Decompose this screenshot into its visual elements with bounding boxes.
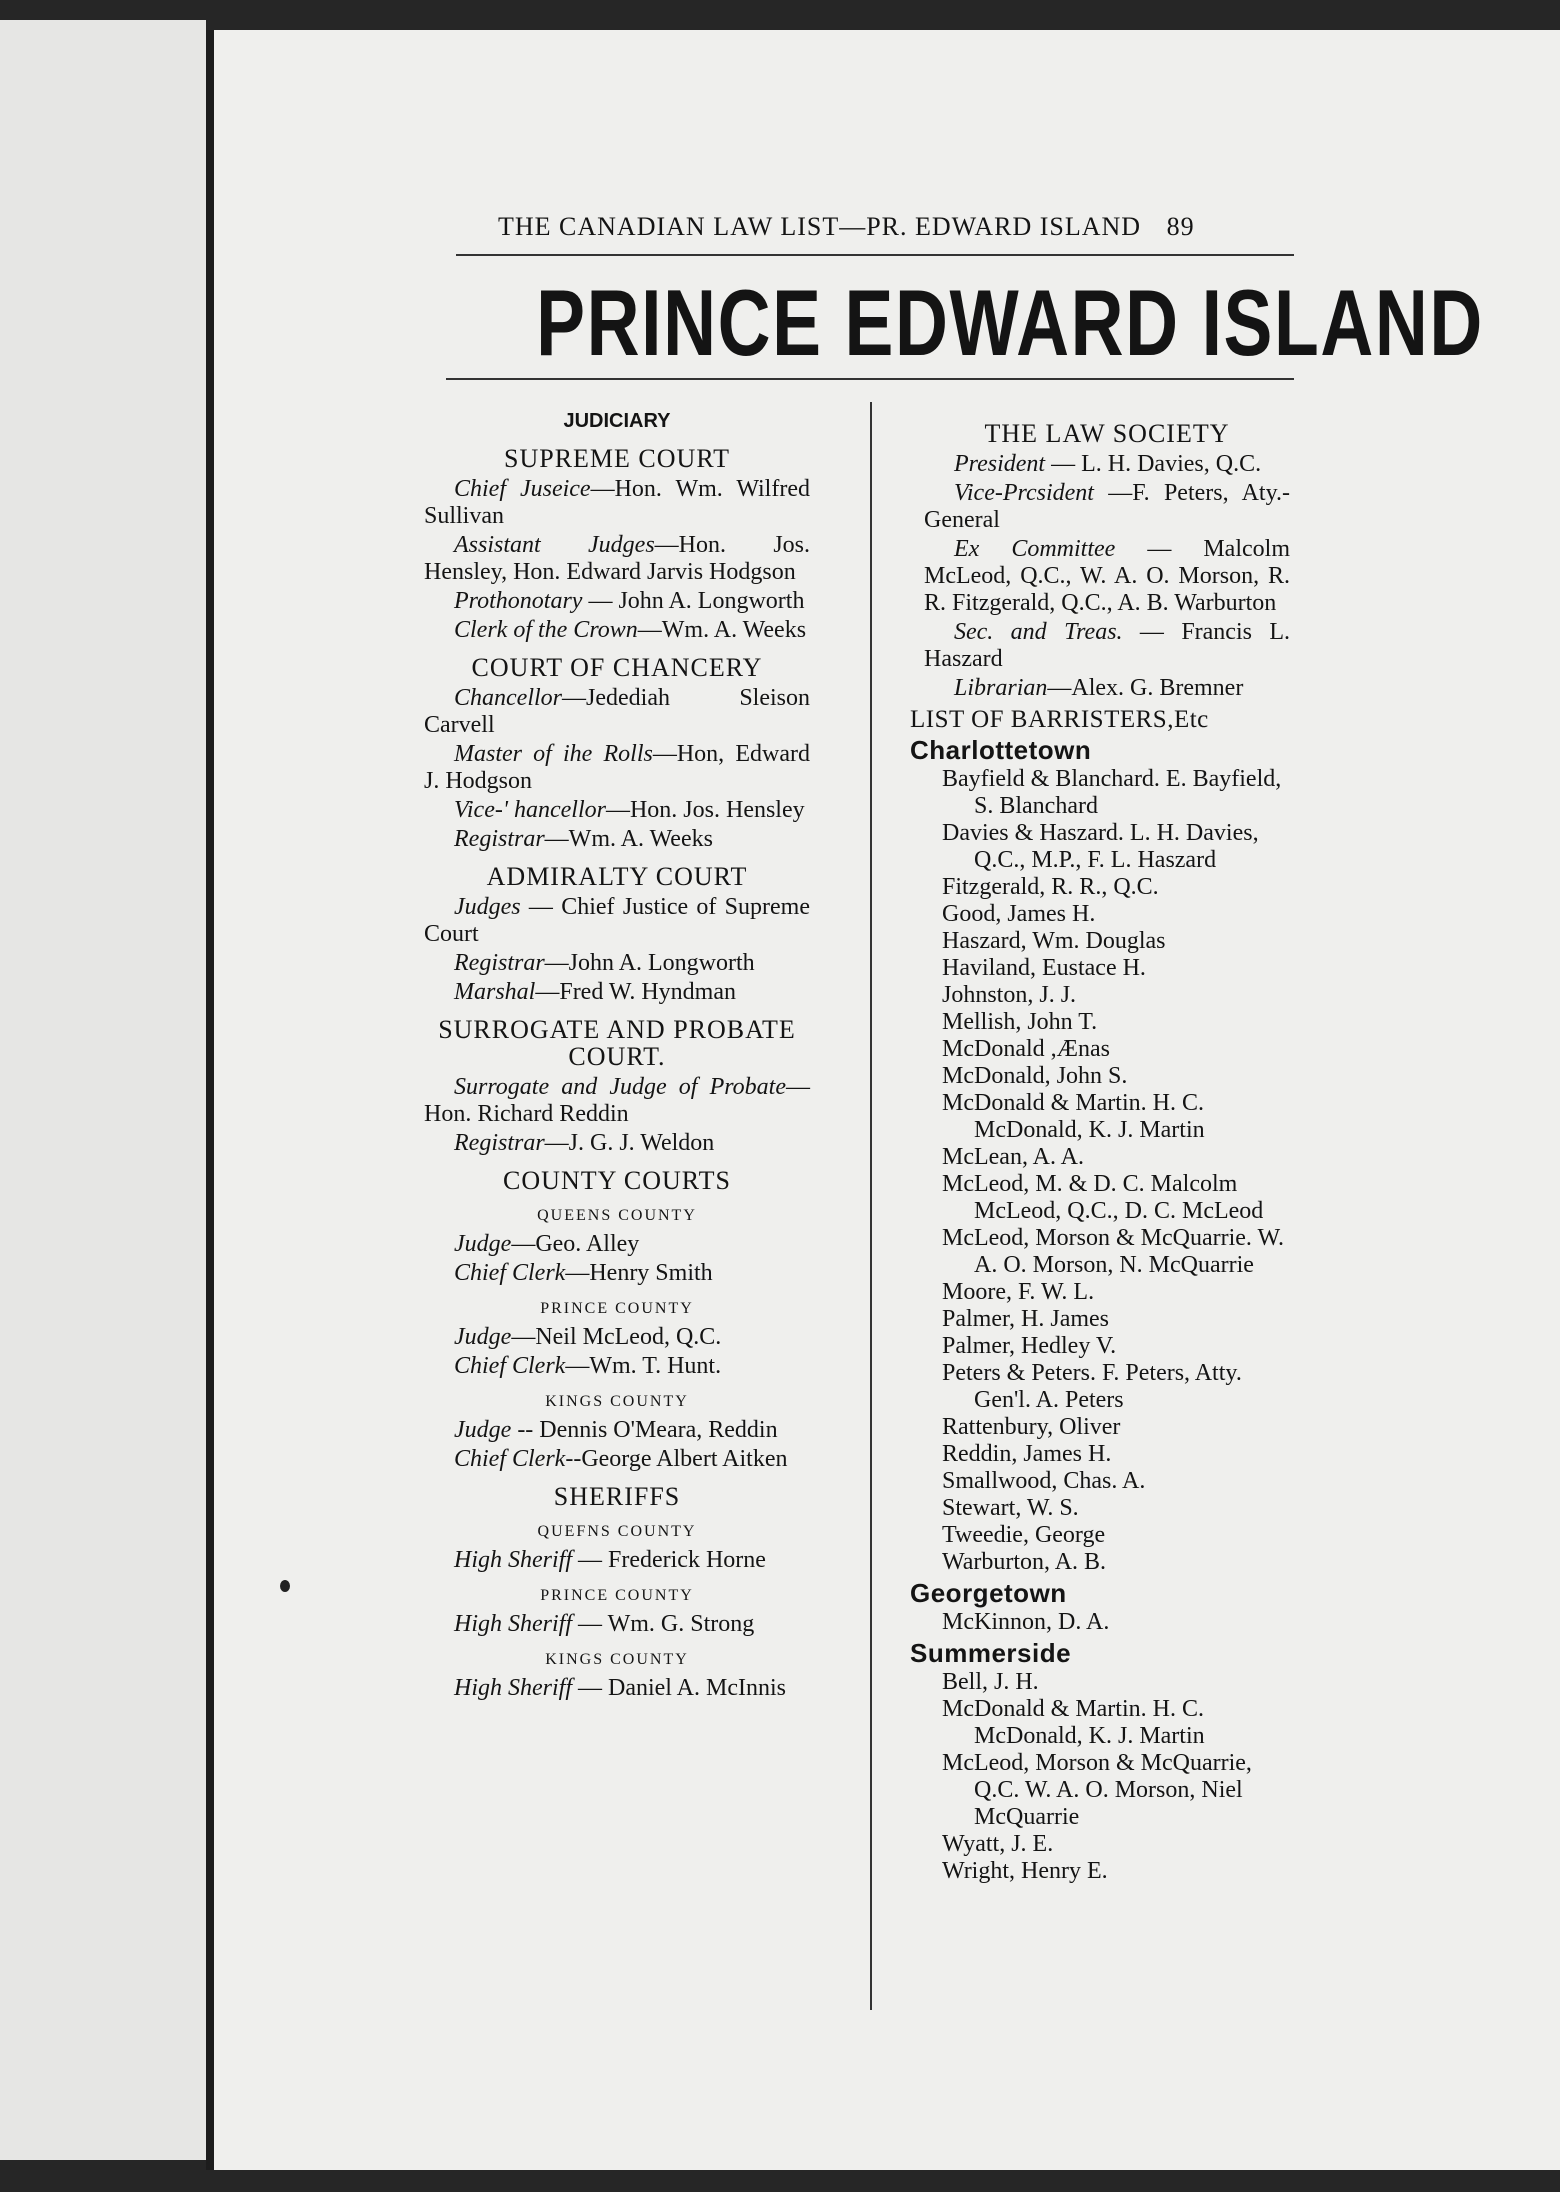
entry-role: Clerk of the Crown (454, 617, 638, 643)
entry-role: Registrar (454, 826, 545, 852)
admiralty-heading: ADMIRALTY COURT (486, 862, 748, 891)
entry-role: Master of ihe Rolls (454, 741, 653, 767)
barrister-item: Rattenbury, Oliver (942, 1414, 1121, 1440)
barrister-item: Davies & Haszard. L. H. Davies, Q.C., M.P., F. L. Haszard (942, 820, 1259, 873)
barrister-item: Warburton, A. B. (942, 1549, 1107, 1575)
surrogate-heading: SURROGATE AND PROBATE COURT. (438, 1015, 796, 1071)
summerside-list (924, 1669, 1290, 1885)
chancery-heading: COURT OF CHANCERY (471, 653, 763, 682)
official-entry (424, 685, 810, 739)
barrister-item: Good, James H. (942, 901, 1096, 927)
surrogate-entries (424, 1074, 810, 1157)
entry-role: Chief Clerk (454, 1353, 566, 1379)
entry-separator: — (511, 1324, 536, 1350)
barrister-item: McDonald & Martin. H. C. McDonald, K. J. Martin (942, 1696, 1205, 1749)
barrister-item: McKinnon, D. A. (942, 1609, 1110, 1635)
entry-name: Geo. Alley (535, 1231, 640, 1257)
entry-name: Henry Smith (589, 1260, 713, 1286)
barrister-item: Haszard, Wm. Douglas (942, 928, 1166, 954)
facing-page-edge (0, 20, 206, 2160)
barrister-item: Reddin, James H. (942, 1441, 1112, 1467)
barrister-item: Bell, J. H. (942, 1669, 1039, 1695)
entry-separator: — (652, 741, 677, 767)
town-summerside: Summerside (910, 1638, 1072, 1668)
judiciary-label: JUDICIARY (563, 410, 671, 432)
entry-separator: — (544, 950, 569, 976)
page-title: PRINCE EDWARD ISLAND (536, 270, 1484, 375)
entry-name: Hon. Richard Reddin (424, 1101, 629, 1127)
barrister-item: Palmer, Hedley V. (942, 1333, 1117, 1359)
barrister-item: McLeod, M. & D. C. Malcolm McLeod, Q.C., D. C. McLeod (942, 1171, 1264, 1224)
sheriff-kings-entry: High Sheriff — Daniel A. McInnis (454, 1675, 786, 1701)
entry-name: John A. Longworth (568, 950, 755, 976)
entry-name: Chief Justice of Supreme Court (424, 894, 810, 947)
entry-separator: -- (511, 1417, 540, 1443)
entry-role: Chief Clerk (454, 1260, 566, 1286)
kings-county-label: KINGS COUNTY (545, 1393, 689, 1410)
entry-role: Judge (454, 1324, 512, 1350)
entry-name: Wm. A. Weeks (568, 826, 713, 852)
prince-county-entries (424, 1324, 810, 1380)
entry-role: Judge (454, 1231, 512, 1257)
barrister-item: McLeod, Morson & McQuarrie. W. A. O. Morson, N. McQuarrie (942, 1225, 1284, 1278)
sheriff-queens-label: QUEFNS COUNTY (537, 1523, 697, 1540)
entry-separator: — (565, 1260, 590, 1286)
entry-separator: — (637, 617, 662, 643)
barrister-item: Johnston, J. J. (942, 982, 1077, 1008)
entry-role: Judges (454, 894, 521, 920)
sheriff-kings-label: KINGS COUNTY (545, 1651, 689, 1668)
barrister-item: McLean, A. A. (942, 1144, 1084, 1170)
entry-role: Ex Committee (954, 536, 1116, 562)
entry-separator: — (544, 1130, 569, 1156)
official-entry (424, 1417, 810, 1444)
entry-separator: — (565, 1353, 590, 1379)
barrister-item: Mellish, John T. (942, 1009, 1098, 1035)
barrister-item: McDonald, John S. (942, 1063, 1128, 1089)
barrister-item: Tweedie, George (942, 1522, 1106, 1548)
left-column (424, 408, 810, 1704)
barrister-item: Stewart, W. S. (942, 1495, 1079, 1521)
barrister-item: McDonald ,Ænas (942, 1036, 1110, 1062)
official-entry (924, 480, 1290, 534)
barrister-item: Peters & Peters. F. Peters, Atty. Gen'l. A. Peters (942, 1360, 1242, 1413)
sheriffs-heading: SHERIFFS (553, 1482, 681, 1511)
official-entry (424, 894, 810, 948)
barrister-item: Moore, F. W. L. (942, 1279, 1095, 1305)
law-society-heading: THE LAW SOCIETY (984, 419, 1230, 448)
official-entry (424, 532, 810, 586)
entry-name: George Albert Aitken (581, 1446, 788, 1472)
entry-separator: — (590, 476, 615, 502)
right-column (910, 419, 1291, 1885)
town-charlottetown: Charlottetown (910, 735, 1092, 765)
official-entry (424, 1231, 810, 1258)
entry-separator: — (582, 588, 619, 614)
official-entry (924, 451, 1290, 478)
county-courts-heading: COUNTY COURTS (503, 1166, 731, 1195)
official-entry (924, 675, 1290, 702)
barrister-item: Bayfield & Blanchard. E. Bayfield, S. Blanchard (942, 766, 1282, 819)
official-entry (424, 1074, 810, 1128)
official-entry (424, 1446, 810, 1473)
entry-name: J. G. J. Weldon (568, 1130, 715, 1156)
entry-role: Vice-' hancellor (454, 797, 606, 823)
entry-name: Hon. Jos. Hensley, Hon. Edward Jarvis Hodgson (424, 532, 810, 585)
entry-name: Jedediah Sleison Carvell (424, 685, 810, 738)
sheriff-prince-entry: High Sheriff — Wm. G. Strong (454, 1611, 755, 1637)
ink-blot (280, 1580, 290, 1592)
entry-role: Chief Clerk (454, 1446, 566, 1472)
entry-role: Registrar (454, 1130, 545, 1156)
official-entry (424, 797, 810, 824)
entry-name: Wm. T. Hunt. (589, 1353, 722, 1379)
barrister-item: Fitzgerald, R. R., Q.C. (942, 874, 1159, 900)
entry-role: Assistant Judges (454, 532, 655, 558)
entry-name: Neil McLeod, Q.C. (535, 1324, 722, 1350)
barrister-item: Haviland, Eustace H. (942, 955, 1146, 981)
official-entry (424, 741, 810, 795)
running-header (498, 212, 1195, 242)
entry-name: Wm. A. Weeks (661, 617, 807, 643)
official-entry (424, 1130, 810, 1157)
entry-separator: — (562, 685, 586, 711)
entry-separator: — (520, 894, 562, 920)
supreme-court-entries (424, 476, 810, 644)
entry-name: L. H. Davies, Q.C. (1081, 451, 1262, 477)
queens-county-label: QUEENS COUNTY (537, 1207, 697, 1224)
town-georgetown: Georgetown (910, 1578, 1067, 1608)
entry-name: Hon. Wm. Wilfred Sullivan (424, 476, 810, 529)
title-rule (446, 378, 1294, 380)
barrister-item: Wright, Henry E. (942, 1858, 1108, 1884)
admiralty-entries (424, 894, 810, 1006)
law-society-entries (924, 451, 1290, 702)
official-entry (424, 617, 810, 644)
entry-name: Dennis O'Meara, Reddin (539, 1417, 778, 1443)
entry-separator: — (535, 979, 560, 1005)
sheriff-queens-entry: High Sheriff — Frederick Horne (454, 1547, 766, 1573)
entry-name: Fred W. Hyndman (559, 979, 737, 1005)
barrister-item: Smallwood, Chas. A. (942, 1468, 1146, 1494)
entry-separator: — (511, 1231, 536, 1257)
barrister-item: Palmer, H. James (942, 1306, 1110, 1332)
official-entry (924, 619, 1290, 673)
running-title: THE CANADIAN LAW LIST—PR. EDWARD ISLAND (498, 212, 1142, 241)
supreme-court-heading: SUPREME COURT (504, 444, 730, 473)
column-divider (870, 402, 872, 2010)
entry-separator: — (1045, 451, 1082, 477)
kings-county-entries (424, 1417, 810, 1473)
entry-role: Librarian (954, 675, 1048, 701)
entry-name: Francis L. Haszard (924, 619, 1291, 672)
entry-separator: — (654, 532, 679, 558)
entry-role: Surrogate and Judge of Probate (454, 1074, 786, 1100)
page-number: 89 (1166, 212, 1195, 241)
entry-separator: -- (565, 1446, 582, 1472)
entry-role: Vice-Prcsident (954, 480, 1094, 506)
barrister-item: McDonald & Martin. H. C. McDonald, K. J. Martin (942, 1090, 1205, 1143)
entry-role: Prothonotary (454, 588, 583, 614)
official-entry (424, 1324, 810, 1351)
official-entry (424, 1353, 810, 1380)
entry-separator: — (1093, 480, 1133, 506)
prince-county-label: PRINCE COUNTY (540, 1300, 694, 1317)
official-entry (424, 826, 810, 853)
entry-name: Malcolm McLeod, Q.C., W. A. O. Morson, R. R. Fitzgerald, Q.C., A. B. Warburton (924, 536, 1290, 616)
official-entry (424, 979, 810, 1006)
entry-separator: — (605, 797, 630, 823)
barristers-heading: LIST OF BARRISTERS,Etc (910, 706, 1209, 733)
entry-role: President (954, 451, 1046, 477)
entry-role: Marshal (454, 979, 536, 1005)
official-entry (924, 536, 1290, 617)
header-rule (456, 254, 1294, 256)
entry-separator: — (1115, 536, 1204, 562)
entry-separator: — (544, 826, 569, 852)
official-entry (424, 950, 810, 977)
barrister-item: Wyatt, J. E. (942, 1831, 1054, 1857)
entry-role: Sec. and Treas. (954, 619, 1123, 645)
entry-name: F. Peters, Aty.-General (924, 480, 1291, 533)
entry-name: Alex. G. Bremner (1071, 675, 1244, 701)
entry-role: Judge (454, 1417, 512, 1443)
entry-role: Chancellor (454, 685, 562, 711)
chancery-entries (424, 685, 810, 853)
queens-county-entries (424, 1231, 810, 1287)
official-entry (424, 1260, 810, 1287)
charlottetown-list (924, 766, 1290, 1576)
entry-separator: — (1122, 619, 1182, 645)
entry-separator: — (1047, 675, 1072, 701)
book-gutter (206, 30, 214, 2170)
official-entry (424, 476, 810, 530)
entry-name: John A. Longworth (618, 588, 805, 614)
sheriff-prince-label: PRINCE COUNTY (540, 1587, 694, 1604)
entry-separator: — (786, 1074, 810, 1100)
entry-role: Registrar (454, 950, 545, 976)
barrister-item: McLeod, Morson & McQuarrie, Q.C. W. A. O. Morson, Niel McQuarrie (942, 1750, 1252, 1830)
entry-name: Hon. Jos. Hensley (629, 797, 805, 823)
official-entry (424, 588, 810, 615)
georgetown-list (924, 1609, 1290, 1636)
entry-name: Hon, Edward J. Hodgson (424, 741, 810, 794)
entry-role: Chief Juseice (454, 476, 591, 502)
